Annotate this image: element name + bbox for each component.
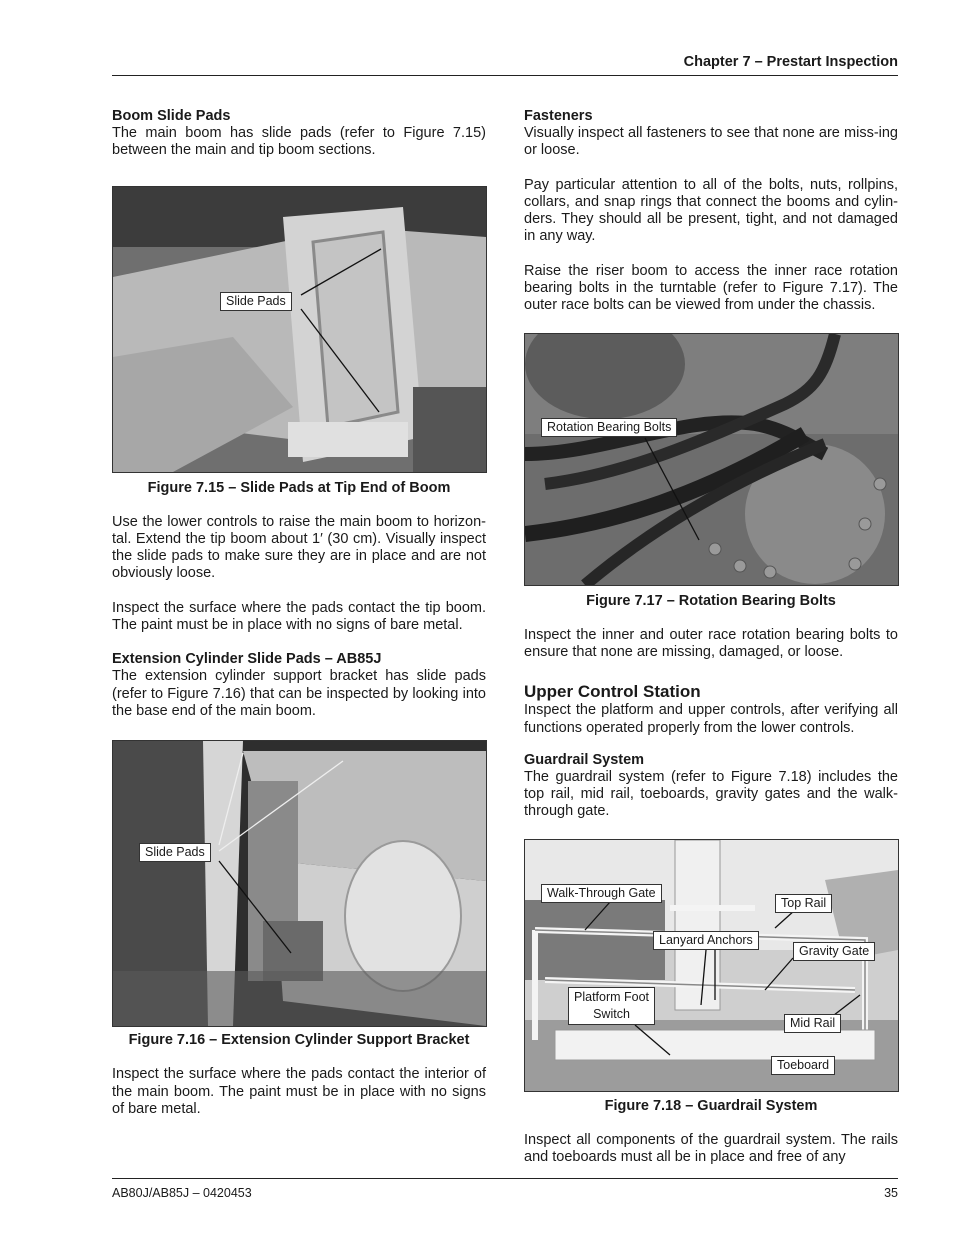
right-column — [524, 108, 898, 1166]
callout-top-rail: Top Rail — [775, 894, 832, 913]
callout-toeboard: Toeboard — [771, 1056, 835, 1075]
section-heading-boom-slide-pads: Boom Slide Pads — [112, 108, 231, 124]
paragraph: Inspect all components of the guardrail system. The rails and toeboards must all be in place and free of any — [524, 1131, 898, 1166]
paragraph: Inspect the surface where the pads contact the tip boom. The paint must be in place with no signs of bare metal. — [112, 599, 486, 634]
figure-caption-7-18: Figure 7.18 – Guardrail System — [604, 1097, 818, 1114]
footer-rule — [112, 1178, 898, 1179]
callout-platform-foot-switch — [568, 987, 655, 1025]
callout-line: Platform Foot — [574, 989, 650, 1004]
section-heading-guardrail-system: Guardrail System — [524, 751, 645, 768]
footer-document-id: AB80J/AB85J – 0420453 — [112, 1186, 252, 1200]
paragraph: Pay particular attention to all of the bolts, nuts, rollpins, collars, and snap rings that connect the booms and cylin-ders. They should all be present, tight, and not damaged in any way. — [524, 176, 898, 245]
figure-7-15-photo — [112, 186, 487, 473]
paragraph: Raise the riser boom to access the inner race rotation bearing bolts in the turntable (refer to Figure 7.17). The outer race bolts can be viewed from under the chassis. — [524, 262, 898, 314]
paragraph: The main boom has slide pads (refer to Figure 7.15) between the main and tip boom sections. — [112, 125, 486, 159]
figure-7-16-photo — [112, 740, 487, 1027]
paragraph: The guardrail system (refer to Figure 7.18) includes the top rail, mid rail, toeboards, gravity gates and the walk-through gate. — [524, 768, 898, 820]
figure-caption-7-15: Figure 7.15 – Slide Pads at Tip End of Boom — [147, 479, 451, 496]
header-rule — [112, 75, 898, 76]
paragraph: Inspect the inner and outer race rotation bearing bolts to ensure that none are missing, damaged, or loose. — [524, 626, 898, 660]
figure-caption-7-17: Figure 7.17 – Rotation Bearing Bolts — [586, 592, 836, 609]
paragraph: The extension cylinder support bracket has slide pads (refer to Figure 7.16) that can be inspected by looking into the base end of the main boom. — [112, 668, 486, 719]
callout-lanyard-anchors: Lanyard Anchors — [653, 931, 759, 950]
paragraph: Inspect the platform and upper controls, after verifying all functions operated properly from the lower controls. — [524, 702, 898, 736]
left-column — [112, 108, 486, 1118]
callout-mid-rail: Mid Rail — [784, 1014, 841, 1033]
callout-line: Switch — [593, 1006, 630, 1021]
paragraph: Use the lower controls to raise the main boom to horizon-tal. Extend the tip boom about 1′ (30 cm). Visually inspect the slide pads to make sure they are in place and are not obviously loose. — [112, 513, 486, 582]
section-heading-fasteners: Fasteners — [524, 108, 593, 124]
callout-gravity-gate: Gravity Gate — [793, 942, 875, 961]
paragraph: Visually inspect all fasteners to see that none are miss-ing or loose. — [524, 125, 898, 159]
figure-7-18-photo — [524, 839, 899, 1092]
figure-7-17-photo — [524, 333, 899, 586]
paragraph: Inspect the surface where the pads contact the interior of the main boom. The paint must be in place with no signs of bare metal. — [112, 1066, 486, 1117]
figure-caption-7-16: Figure 7.16 – Extension Cylinder Support Bracket — [128, 1032, 470, 1049]
section-heading-extension-cylinder: Extension Cylinder Slide Pads – AB85J — [112, 651, 382, 668]
callout-walk-through-gate: Walk-Through Gate — [541, 884, 662, 903]
callout-rotation-bearing-bolts: Rotation Bearing Bolts — [541, 418, 677, 437]
callout-slide-pads: Slide Pads — [139, 843, 211, 862]
chapter-header: Chapter 7 – Prestart Inspection — [683, 54, 898, 70]
callout-slide-pads: Slide Pads — [220, 292, 292, 311]
page-number: 35 — [884, 1186, 898, 1200]
section-heading-upper-control-station: Upper Control Station — [524, 682, 701, 702]
